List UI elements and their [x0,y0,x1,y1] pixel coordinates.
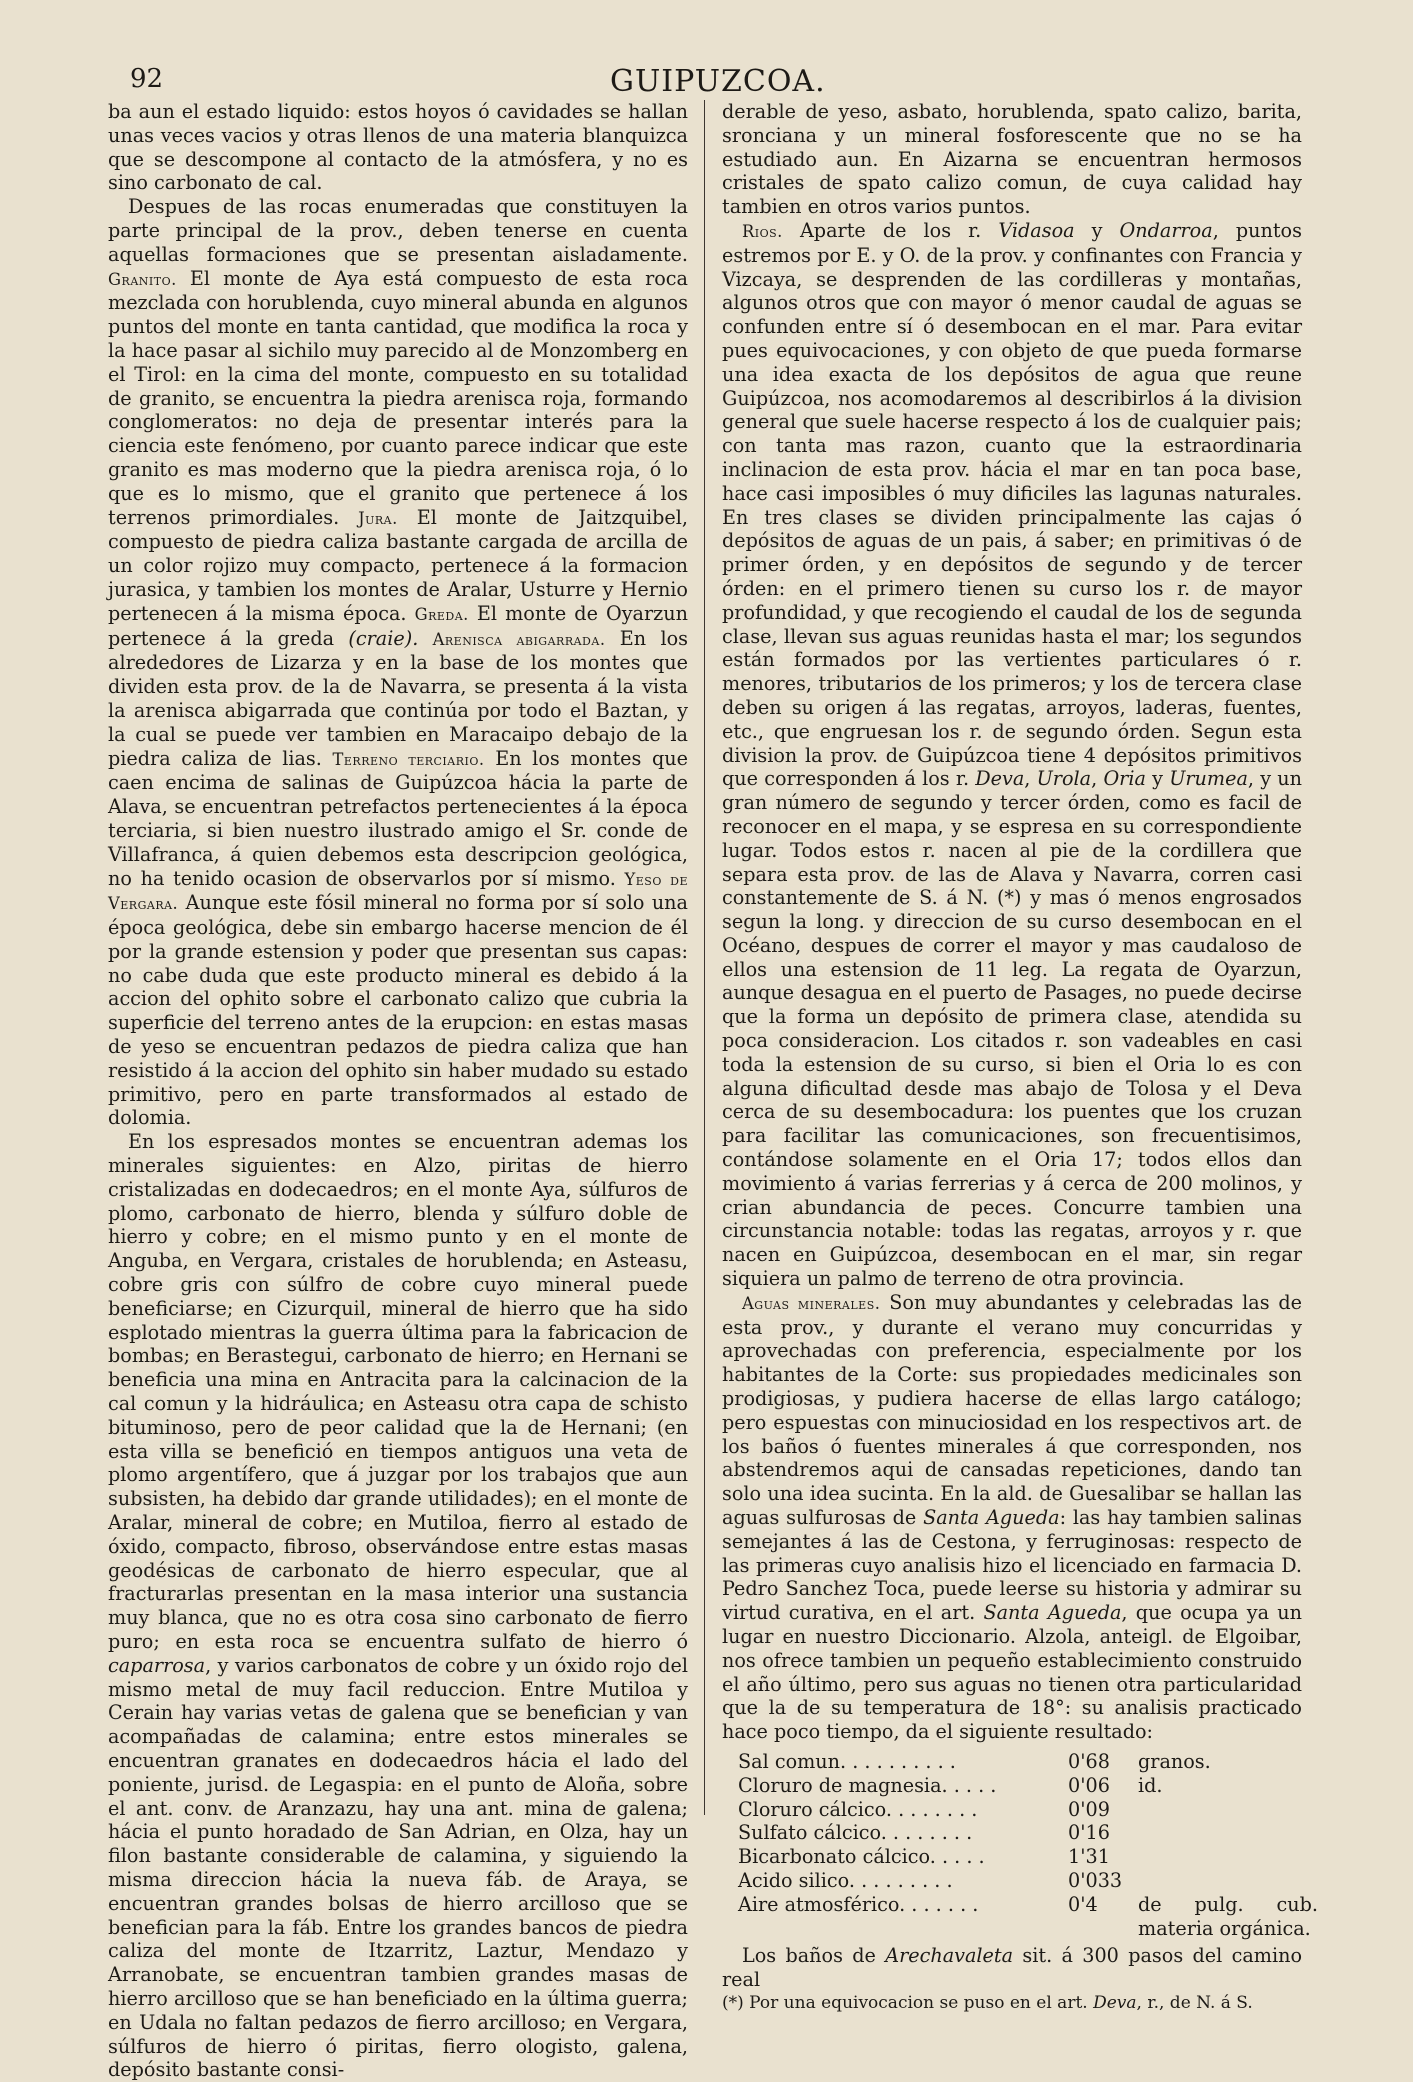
paragraph: Despues de las rocas enumeradas que constituyen la parte principal de la prov., deben tenerse en cuenta aquellas formaciones que se presentan aisladamente. Granito. El monte de Aya está compuesto de esta roca mezclada con horublenda, cuyo mineral abunda en algunos puntos del monte en tanta cantidad, que modifica la roca y la hace pasar al sichilo muy parecido al de Monzomberg en el Tirol: en la cima del monte, compuesto en su totalidad de granito, se encuentra la piedra arenisca roja, formando conglomeratos: no deja de presentar interés para la ciencia este fenómeno, por cuanto parece indicar que este granito es mas moderno que la piedra arenisca roja, ó lo que es lo mismo, que el granito que pertenece á los terrenos primordiales. Jura. El monte de Jaitzquibel, compuesto de piedra caliza bastante cargada de arcilla de un color rojizo muy compacto, pertenece á la formacion jurasica, y tambien los montes de Aralar, Usturre y Hernio pertenecen á la misma época. Greda. El monte de Oyarzun pertenece á la greda (craie). Arenisca abigarrada. En los alrededores de Lizarza y en la base de los montes que dividen esta prov. de la de Navarra, se presenta á la vista la arenisca abigarrada que continúa por todo el Baztan, y la cual se puede ver tambien en Maracaipo debajo de la piedra caliza de lias. Terreno terciario. En los montes que caen encima de salinas de Guipúzcoa hácia la parte de Alava, se encuentran petrefactos pertenecientes á la época terciaria, si bien nuestro ilustrado amigo el Sr. conde de Villafranca, á quien debemos esta descripcion geológica, no ha tenido ocasion de observarlos por sí mismo. Yeso de Vergara. Aunque este fósil mineral no forma por sí solo una época geológica, debe sin embargo hacerse mencion de él por la grande estension y poder que presentan sus capas: no cabe duda que este producto mineral es debido á la accion del ophito sobre el carbonato calizo que cubria la superficie del terreno antes de la erupcion: en estas masas de yeso se encuentran pedazos de piedra caliza que han resistido á la accion del ophito sin haber mudado su estado primitivo, pero en parte transformados al estado de dolomia. [108,195,688,1130]
paragraph: derable de yeso, asbato, horublenda, spato calizo, barita, sronciana y un mineral fosforescente que no se ha estudiado aun. En Aizarna se encuentran hermosos cristales de spato calizo comun, de cuya calidad hay tambien en otros varios puntos. [722,100,1302,219]
analysis-unit [1138,1798,1318,1822]
analysis-value: 0'06 [1068,1773,1110,1797]
right-column [722,100,1318,2016]
mineral-analysis-table [738,1750,1318,1940]
paragraph: Rios. Aparte de los r. Vidasoa y Ondarroa, puntos estremos por E. y O. de la prov. y confinantes con Francia y Vizcaya, se desprenden de las cordilleras y montañas, algunos otros que con mayor ó menor caudal de aguas se confunden entre sí ó desembocan en el mar. Para evitar pues equivocaciones, y con objeto de que pueda formarse una idea exacta de los depósitos de agua que reune Guipúzcoa, nos acomodaremos al describirlos á la division general que suele hacerse respecto á los de cualquier pais; con tanta mas razon, cuanto que la estraordinaria inclinacion de esta prov. hácia el mar en tan poca base, hace casi imposibles ó muy dificiles las lagunas naturales. En tres clases se dividen principalmente las cajas ó depósitos de aguas de un pais, á saber; en primitivas ó de primer órden, y en depósitos de segundo y de tercer órden: en el primero tienen su curso los r. de mayor profundidad, y que recogiendo el caudal de los de segunda clase, llevan sus aguas reunidas hasta el mar; los segundos están formados por las vertientes particulares ó r. menores, tributarios de los primeros; y los de tercera clase deben su origen á las regatas, arroyos, laderas, fuentes, etc., que engruesan los r. de segundo órden. Segun esta division la prov. de Guipúzcoa tiene 4 depósitos primitivos que corresponden á los r. Deva, Urola, Oria y Urumea, y un gran número de segundo y tercer órden, como es facil de reconocer en el mapa, y se espresa en su correspondiente lugar. Todos estos r. nacen al pie de la cordillera que separa esta prov. de las de Alava y Navarra, corren casi constantemente de S. á N. (*) y mas ó menos engrosados segun la long. y direccion de su curso desembocan en el Océano, despues de correr el mayor y mas caudaloso de ellos una estension de 11 leg. La regata de Oyarzun, aunque desagua en el puerto de Pasages, no puede decirse que la forma un depósito de primera clase, atendida su poca consideracion. Los citados r. son vadeables en casi toda la estension de su curso, si bien el Oria lo es con alguna dificultad desde mas abajo de Tolosa y el Deva cerca de su desembocadura: los puentes que los cruzan para facilitar las comunicaciones, son frecuentisimos, contándose solamente en el Oria 17; todos ellos dan movimiento á varias ferrerias y á cerca de 200 molinos, y crian abundancia de peces. Concurre tambien una circunstancia notable: todas las regatas, arroyos y r. que nacen en Guipúzcoa, desembocan en el mar, sin regar siquiera un palmo de terreno de otra provincia. [722,218,1302,1291]
section-label-greda: Greda. [414,604,469,624]
analysis-name: Bicarbonato cálcico. . . . . [738,1845,985,1869]
analysis-unit [1138,1869,1318,1893]
analysis-row [738,1821,1318,1845]
analysis-value: 0'16 [1068,1821,1110,1845]
analysis-row [738,1798,1318,1822]
section-label-rios: Rios. [742,221,783,241]
analysis-value: 1'31 [1068,1845,1110,1869]
analysis-name: Cloruro cálcico. . . . . . . . [738,1797,978,1821]
analysis-unit: de pulg. cub. materia orgánica. [1138,1892,1318,1940]
paragraph: En los espresados montes se encuentran ademas los minerales siguientes: en Alzo, piritas de hierro cristalizadas en dodecaedros; en el monte Aya, súlfuros de plomo, carbonato de hierro, blenda y súlfuro doble de hierro y cobre; en el mismo punto y en el monte de Anguba, en Vergara, cristales de horublenda; en Asteasu, cobre gris con súlfro de cobre cuyo mineral puede beneficiarse; en Cizurquil, mineral de hierro que ha sido esplotado mientras la guerra última para la fabricacion de bombas; en Berastegui, carbonato de hierro; en Hernani se beneficia una mina en Antracita para la calcinacion de la cal comun y la hidráulica; en Asteasu otra capa de schisto bituminoso, pero de peor calidad que la de Hernani; (en esta villa se benefició en tiempos antiguos una veta de plomo argentífero, que á juzgar por los trabajos que aun subsisten, ha debido dar grande utilidades); en el monte de Aralar, mineral de cobre; en Mutiloa, fierro al estado de óxido, compacto, fibroso, observándose entre estas masas geodésicas de carbonato de hierro especular, que al fracturarlas presentan en la masa interior una sustancia muy blanca, que no es otra cosa sino carbonato de fierro puro; en esta roca se encuentra sulfato de hierro ó caparrosa, y varios carbonatos de cobre y un óxido rojo del mismo metal de muy facil reduccion. Entre Mutiloa y Cerain hay varias vetas de galena que se benefician y van acompañadas de calamina; entre estos minerales se encuentran granates en dodecaedros hácia el lado del poniente, jurisd. de Legaspia: en el punto de Aloña, sobre el ant. conv. de Aranzazu, hay una ant. mina de galena; hácia el punto horadado de San Adrian, en Olza, hay un filon bastante considerable de calamina, y siguiendo la misma direccion hácia la nueva fáb. de Araya, se encuentran grandes bolsas de hierro arcilloso que se benefician para la fáb. Entre los grandes bancos de piedra caliza del monte de Itzarritz, Laztur, Mendazo y Arranobate, se encuentran tambien grandes masas de hierro arcilloso que se han beneficiado en la última guerra; en Udala no faltan pedazos de fierro arcilloso; en Vergara, súlfuros de hierro ó piritas, fierro ologisto, galena, depósito bastante consi- [108,1130,688,2082]
analysis-name: Cloruro de magnesia. . . . . [738,1773,997,1797]
analysis-row [738,1869,1318,1893]
paragraph: Los baños de Arechavaleta sit. á 300 pasos del camino real [722,1944,1302,1992]
section-label-granito: Granito. [108,269,177,289]
paragraph: Aguas minerales. Son muy abundantes y celebradas las de esta prov., y durante el verano muy concurridas y aprovechadas con preferencia, especialmente por los habitantes de la Corte: sus propiedades medicinales son prodigiosas, y pudiera hacerse de ellas largo catálogo; pero espuestas con minuciosidad en los respectivos art. de los baños ó fuentes minerales á que corresponden, nos abstendremos aqui de cansadas repeticiones, dando tan solo una idea sucinta. En la ald. de Guesalibar se hallan las aguas sulfurosas de Santa Agueda: las hay tambien salinas semejantes á las de Cestona, y ferruginosas: respecto de las primeras cuyo analisis hizo el licenciado en farmacia D. Pedro Sanchez Toca, puede leerse su historia y admirar su virtud curativa, en el art. Santa Agueda, que ocupa ya un lugar en nuestro Diccionario. Alzola, anteigl. de Elgoibar, nos ofrece tambien un pequeño establecimiento construido el año último, pero sus aguas no tienen otra particularidad que la de su temperatura de 18°: su analisis practicado hace poco tiempo, da el siguiente resultado: [722,1290,1303,1744]
analysis-value: 0'033 [1068,1868,1123,1892]
analysis-row [738,1893,1318,1941]
analysis-value: 0'68 [1068,1749,1110,1773]
column-divider [704,100,705,1815]
analysis-row [738,1750,1318,1774]
section-label-terciario: Terreno terciario. [332,749,485,769]
analysis-value: 0'4 [1068,1892,1098,1916]
section-label-jura: Jura. [358,508,398,528]
analysis-unit [1138,1845,1318,1869]
page-header [130,64,1310,104]
analysis-row [738,1845,1318,1869]
analysis-name: Sal comun. . . . . . . . . . [738,1749,956,1773]
paragraph: ba aun el estado liquido: estos hoyos ó cavidades se hallan unas veces vacios y otras llenos de una materia blanquizca que se descompone al contacto de la atmósfera, y no es sino carbonato de cal. [108,100,688,195]
running-title: GUIPUZCOA. [610,64,826,99]
section-label-arenisca: Arenisca abigarrada. [432,629,606,649]
left-column [108,100,688,2082]
section-label-yeso: Yeso de Vergara. [108,869,688,914]
analysis-unit: granos. [1138,1749,1211,1773]
analysis-unit: id. [1138,1773,1163,1797]
analysis-unit [1138,1821,1318,1845]
analysis-value: 0'09 [1068,1797,1110,1821]
analysis-name: Sulfato cálcico. . . . . . . . [738,1821,973,1845]
analysis-row [738,1774,1318,1798]
page-number: 92 [130,64,164,94]
footnote: (*) Por una equivocacion se puso en el art. Deva, r., de N. á S. [722,1992,1253,2013]
analysis-name: Aire atmosférico. . . . . . . [738,1892,979,1916]
section-label-aguas: Aguas minerales. [742,1293,881,1313]
analysis-name: Acido silico. . . . . . . . . [738,1868,953,1892]
